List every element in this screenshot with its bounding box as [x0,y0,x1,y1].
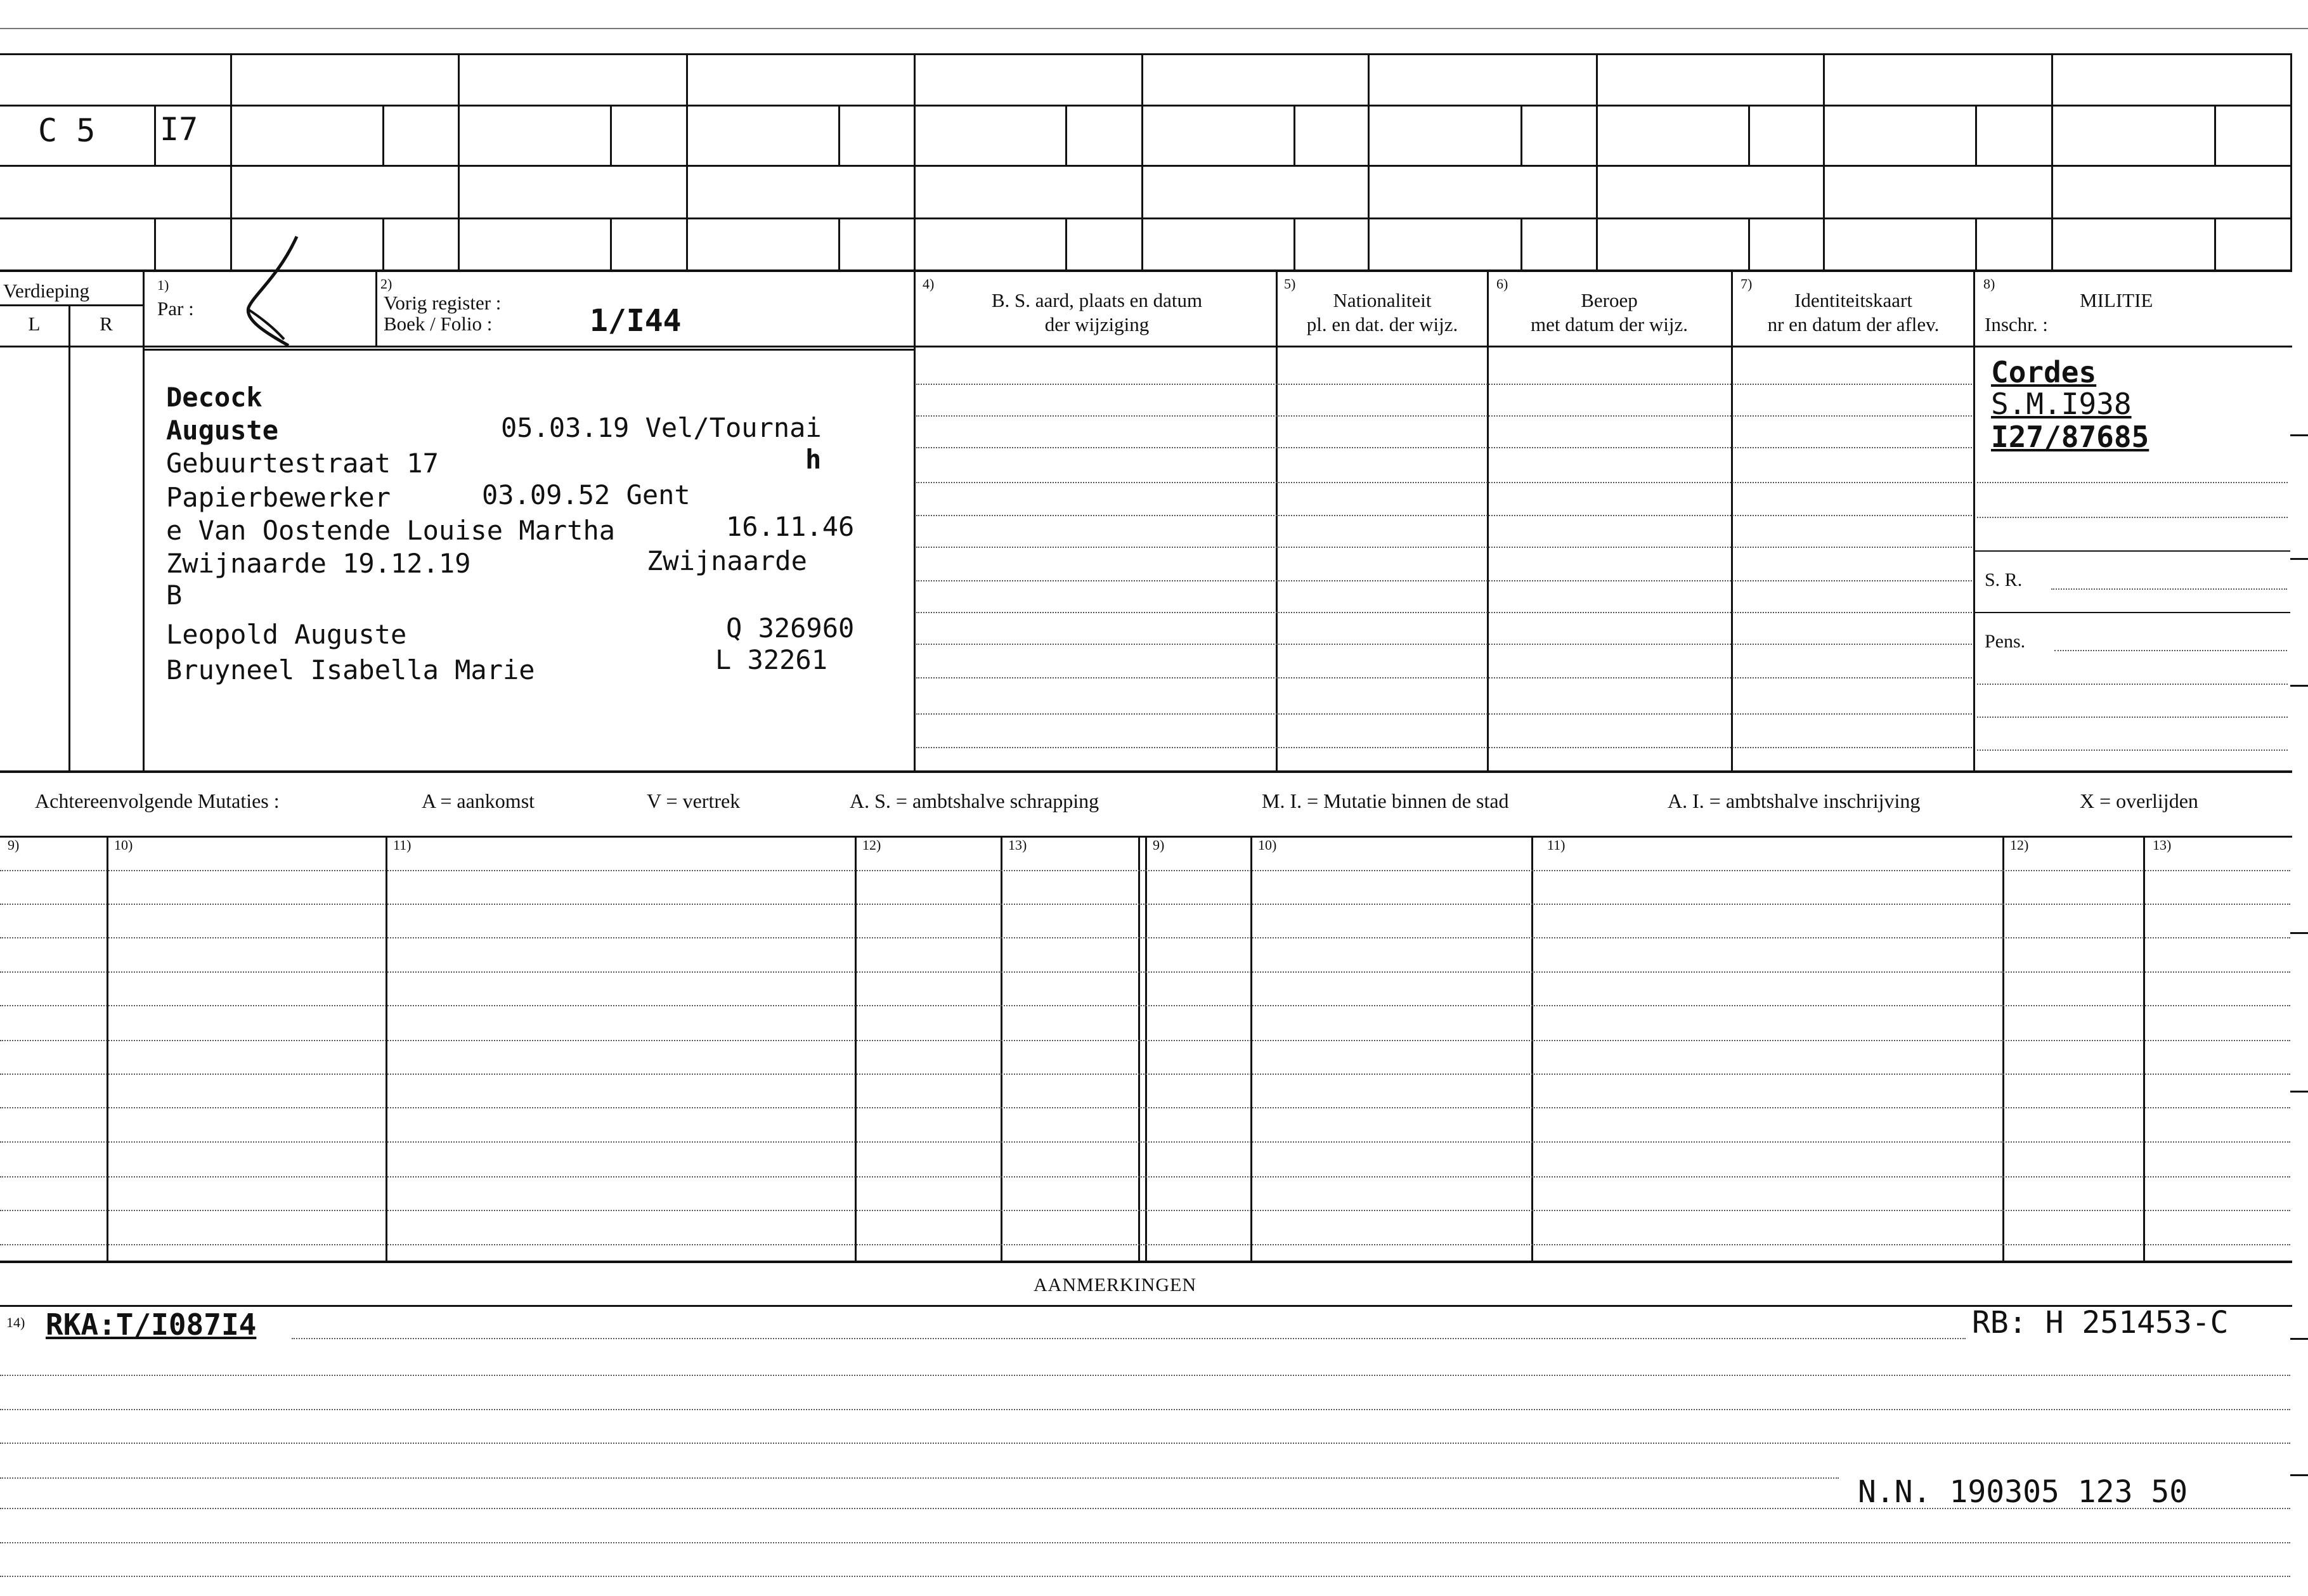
person-box-top [143,349,915,351]
nat-label-1: Nationaliteit [1333,289,1432,311]
legend-a: A = aankomst [422,789,535,812]
par-number: 1) [157,277,169,293]
mut-col-13b: 13) [2153,837,2172,853]
mut-col-12a: 12) [862,837,881,853]
ber-label-1: Beroep [1581,289,1638,311]
mil-number: 8) [1983,276,1995,292]
sr-label: S. R. [1985,569,2023,590]
legend-as: A. S. = ambtshalve schrapping [850,789,1099,812]
par-handwritten-mark [228,231,304,358]
inschr-label: Inschr. : [1985,313,2048,335]
boek-value: 1/I44 [590,303,682,339]
mark-h: h [805,444,822,475]
legend-mi: M. I. = Mutatie binnen de stad [1262,789,1509,812]
bs-label-2: der wijziging [1044,313,1150,335]
par-label: Par : [157,297,194,320]
mut-col-9a: 9) [8,837,20,853]
col-r-label: R [100,313,113,335]
person-block-bottom [0,770,2292,773]
nat-label-2: pl. en dat. der wijz. [1306,313,1458,335]
id-divider [1731,271,1733,772]
mut-col-11b: 11) [1547,837,1566,853]
vorig-number: 2) [380,276,392,292]
bs-number: 4) [923,276,935,292]
spouse-place: Zwijnaarde [647,545,807,576]
code-i: I7 [160,111,198,148]
pens-label: Pens. [1985,631,2026,652]
spouse: e Van Oostende Louise Martha [166,515,616,546]
ber-divider [1487,271,1489,772]
nat-number: 5) [1284,276,1296,292]
mut-col-10a: 10) [114,837,133,853]
nn-reference: N.N. 190305 123 50 [1858,1474,2188,1510]
marriage-date: 16.11.46 [726,511,855,542]
militia-line-1: Cordes [1991,355,2097,389]
birth-info: 05.03.19 Vel/Tournai [501,412,822,443]
occupation: Papierbewerker [166,482,391,513]
mil-label: MILITIE [2080,289,2153,311]
nat-divider [1276,271,1278,772]
ber-label-2: met datum der wijz. [1531,313,1688,335]
mil-divider [1973,271,1975,772]
mother: Bruyneel Isabella Marie [166,654,535,685]
legend-x: X = overlijden [2080,789,2198,812]
vorig-label: Vorig register : [384,292,502,314]
mut-col-9b: 9) [1153,837,1165,853]
remarks-number: 14) [6,1314,25,1330]
par-divider [375,271,377,347]
top-edge-line [0,28,2308,29]
father-code: Q 326960 [726,613,855,644]
id-label-2: nr en datum der aflev. [1767,313,1940,335]
mother-code: L 32261 [715,644,828,675]
verdieping-label: Verdieping [3,280,90,302]
surname: Decock [166,382,263,413]
code-c: C 5 [38,112,96,149]
ber-number: 6) [1496,276,1508,292]
col-l-label: L [28,313,41,335]
militia-line-3: I27/87685 [1991,420,2149,454]
rka-reference: RKA:T/I087I4 [46,1307,257,1342]
bs-label-1: B. S. aard, plaats en datum [991,289,1203,311]
lr-divider [68,304,70,772]
verdieping-line [0,304,143,306]
id-label-1: Identiteitskaart [1794,289,1912,311]
spouse-birth: Zwijnaarde 19.12.19 [166,548,471,579]
occupation-date: 03.09.52 Gent [482,479,690,510]
header-bottom-line [0,346,2292,347]
boek-label: Boek / Folio : [384,313,493,335]
street: Gebuurtestraat 17 [166,448,439,479]
legend-ai: A. I. = ambtshalve inschrijving [1668,789,1921,812]
id-number: 7) [1741,276,1753,292]
bs-divider [914,271,916,772]
mut-col-13a: 13) [1008,837,1027,853]
legend-title: Achtereenvolgende Mutaties : [35,789,280,812]
legend-v: V = vertrek [647,789,741,812]
mut-col-11a: 11) [393,837,412,853]
mut-col-10b: 10) [1258,837,1277,853]
remarks-top-line [0,1305,2292,1307]
first-name: Auguste [166,415,279,446]
militia-line-2: S.M.I938 [1991,387,2132,421]
father: Leopold Auguste [166,619,407,650]
mut-col-12b: 12) [2010,837,2029,853]
rb-reference: RB: H 251453-C [1972,1305,2229,1340]
remarks-title: AANMERKINGEN [1034,1275,1196,1295]
mark-b: B [166,580,183,611]
